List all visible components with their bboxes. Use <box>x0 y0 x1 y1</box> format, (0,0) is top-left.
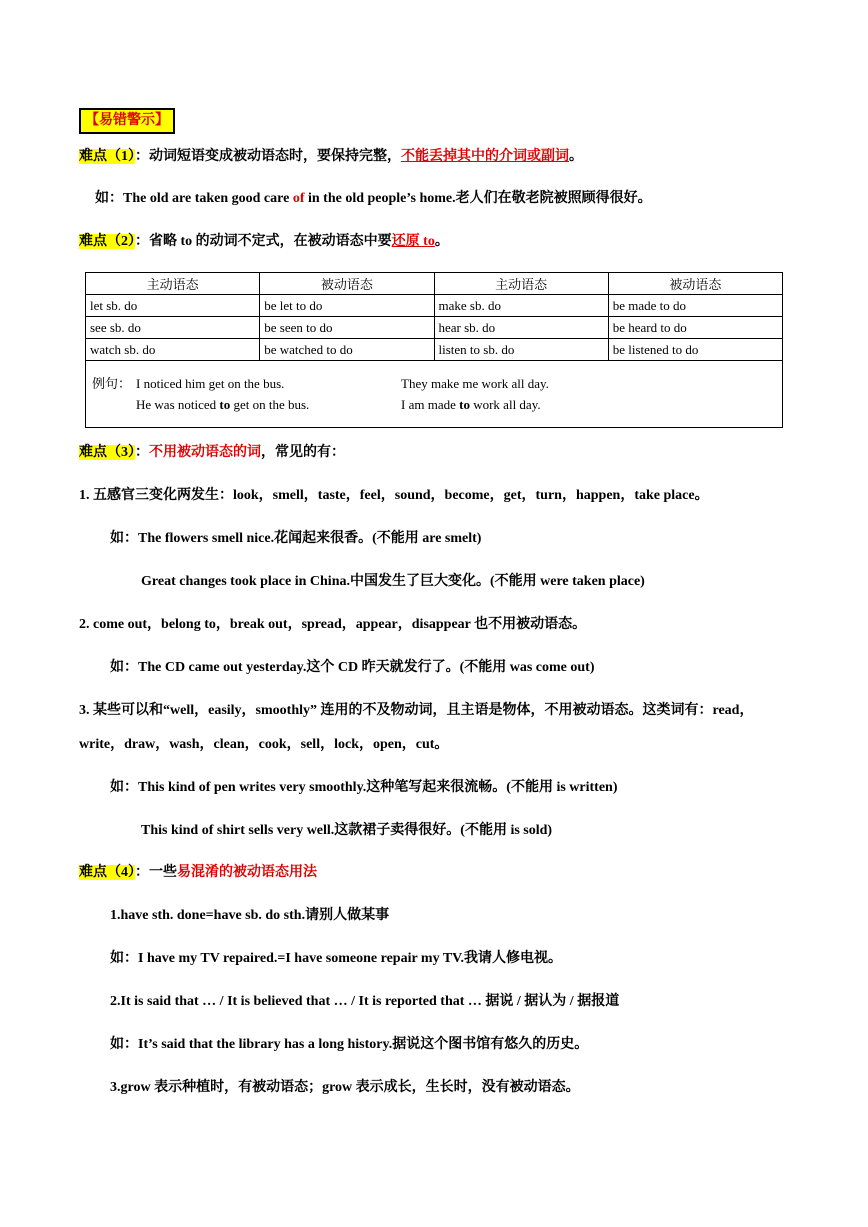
table-header: 主动语态 <box>86 273 260 295</box>
table-cell: listen to sb. do <box>434 339 608 361</box>
table-example-cell <box>86 361 783 428</box>
table-cell: be let to do <box>260 295 434 317</box>
example-bold: to <box>219 397 231 412</box>
example-part: He was noticed <box>136 397 220 412</box>
difficulty-2-text: 省略 to 的动词不定式，在被动语态中要 <box>149 234 392 249</box>
usage-3: 3.grow 表示种植时，有被动语态；grow 表示成长，生长时，没有被动语态。 <box>110 1080 580 1095</box>
difficulty-1-highlight: 不能丢掉其中的介词或副词 <box>401 149 569 164</box>
table-row <box>86 295 783 317</box>
rule-1: 1. 五感官三变化两发生：look，smell，taste，feel，sound，become，get，turn，happen，take place。 <box>79 488 709 503</box>
difficulty-3-label: 难点（3） <box>79 445 135 460</box>
table-header: 主动语态 <box>434 273 608 295</box>
example-part: work all day. <box>469 397 541 412</box>
difficulty-2-label: 难点（2） <box>79 234 135 249</box>
rule-3-line-1: 3. 某些可以和“well，easily，smoothly” 连用的不及物动词，且主语是物体，不用被动语态。这类词有：read， <box>79 703 754 718</box>
example-label: 例句： <box>92 376 132 391</box>
difficulty-1-text: 动词短语变成被动语态时，要保持完整， <box>149 149 401 164</box>
example-1-highlight: of <box>292 191 305 206</box>
example-sentence <box>136 394 401 415</box>
example-sentence: They make me work all day. <box>401 376 549 391</box>
table-cell: be made to do <box>608 295 782 317</box>
table-row <box>86 339 783 361</box>
voice-table <box>85 272 783 428</box>
example-1-pre: 如：The old are taken good care <box>95 191 293 206</box>
difficulty-2 <box>79 232 449 252</box>
table-cell: see sb. do <box>86 317 260 339</box>
colon: ： <box>135 865 149 880</box>
warning-tag-label: 【易错警示】 <box>79 108 175 134</box>
rule-1-example-1: 如：The flowers smell nice.花闻起来很香。(不能用 are smelt) <box>110 531 482 546</box>
table-row <box>86 317 783 339</box>
usage-2-example: 如：It’s said that the library has a long history.据说这个图书馆有悠久的历史。 <box>110 1037 589 1052</box>
rule-3-line-2: write，draw，wash，clean，cook，sell，lock，open，cut。 <box>79 737 449 752</box>
table-header: 被动语态 <box>608 273 782 295</box>
spacer <box>92 394 136 415</box>
example-sentence: I noticed him get on the bus. <box>136 376 285 391</box>
period: 。 <box>434 234 449 249</box>
example-part: I am made <box>401 397 460 412</box>
table-cell: be heard to do <box>608 317 782 339</box>
example-part: get on the bus. <box>230 397 310 412</box>
example-1 <box>95 189 652 209</box>
table-header: 被动语态 <box>260 273 434 295</box>
table-cell: let sb. do <box>86 295 260 317</box>
example-line-2 <box>92 394 776 415</box>
difficulty-3 <box>79 443 345 463</box>
table-example-row <box>86 361 783 428</box>
usage-2: 2.It is said that … / It is believed that … / It is reported that … 据说 / 据认为 / 据报道 <box>110 994 620 1009</box>
difficulty-4-text: 一些 <box>149 865 177 880</box>
difficulty-1-label: 难点（1） <box>79 149 135 164</box>
table-cell: make sb. do <box>434 295 608 317</box>
rule-3-example-1: 如：This kind of pen writes very smoothly.这种笔写起来很流畅。(不能用 is written) <box>110 780 618 795</box>
table-cell: be watched to do <box>260 339 434 361</box>
difficulty-1 <box>79 147 583 167</box>
example-1-post: in the old people’s home.老人们在敬老院被照顾得很好。 <box>304 191 652 206</box>
table-cell: hear sb. do <box>434 317 608 339</box>
table-cell: be seen to do <box>260 317 434 339</box>
period: 。 <box>569 149 583 164</box>
colon: ： <box>135 445 149 460</box>
rule-3-example-2: This kind of shirt sells very well.这款裙子卖得很好。(不能用 is sold) <box>141 823 553 838</box>
rule-2-example-1: 如：The CD came out yesterday.这个 CD 昨天就发行了。(不能用 was come out) <box>110 660 595 675</box>
difficulty-3-highlight: 不用被动语态的词 <box>149 445 261 460</box>
usage-1-example: 如：I have my TV repaired.=I have someone repair my TV.我请人修电视。 <box>110 951 562 966</box>
example-bold: to <box>459 397 470 412</box>
table-cell: watch sb. do <box>86 339 260 361</box>
colon: ： <box>135 234 149 249</box>
example-line-1 <box>92 373 776 394</box>
table-header-row <box>86 273 783 295</box>
difficulty-2-highlight: 还原 to <box>391 234 435 249</box>
difficulty-4 <box>79 863 317 883</box>
rule-2: 2. come out，belong to，break out，spread，appear，disappear 也不用被动语态。 <box>79 617 587 632</box>
colon: ： <box>135 149 149 164</box>
table-cell: be listened to do <box>608 339 782 361</box>
warning-tag <box>79 108 175 134</box>
usage-1: 1.have sth. done=have sb. do sth.请别人做某事 <box>110 908 390 923</box>
difficulty-4-label: 难点（4） <box>79 865 135 880</box>
difficulty-3-text: ，常见的有： <box>261 445 345 460</box>
example-sentence <box>401 394 541 415</box>
rule-1-example-2: Great changes took place in China.中国发生了巨大变化。(不能用 were taken place) <box>141 574 645 589</box>
difficulty-4-highlight: 易混淆的被动语态用法 <box>177 865 317 880</box>
